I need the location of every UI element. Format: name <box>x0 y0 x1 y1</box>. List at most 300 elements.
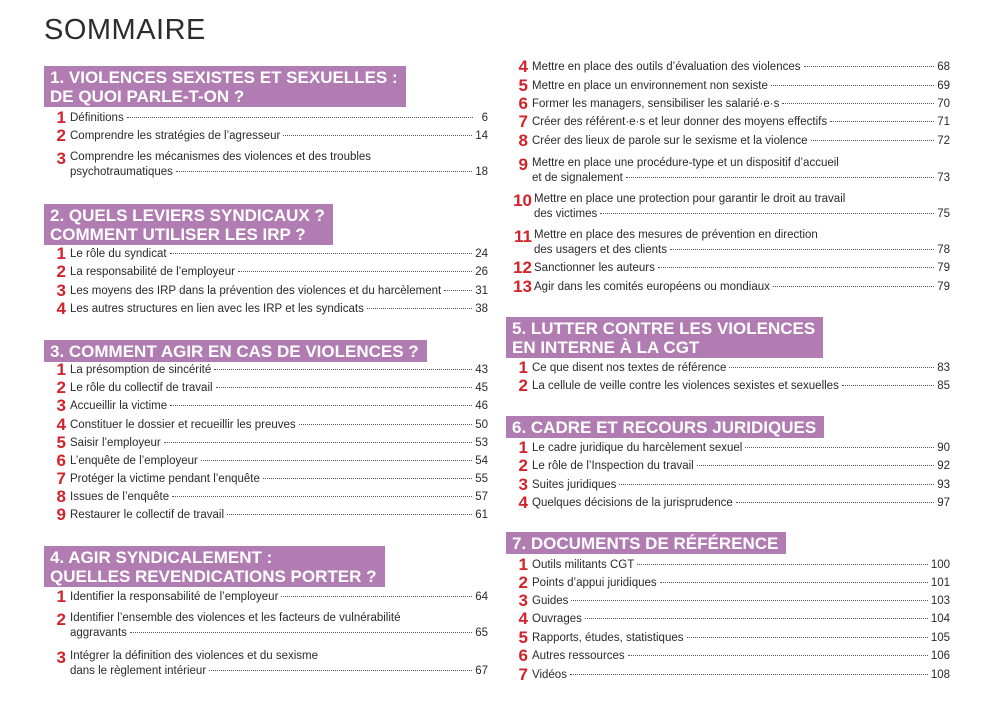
entry-row <box>532 79 950 94</box>
dot-leader <box>227 514 472 515</box>
entry-label: Créer des lieux de parole sur le sexisme et la violence <box>532 135 808 147</box>
page-number: 24 <box>475 248 488 260</box>
entry-number: 4 <box>518 493 528 512</box>
section-heading <box>506 317 823 358</box>
page-number: 106 <box>930 650 950 662</box>
dot-leader <box>283 135 472 136</box>
entry-label: Vidéos <box>532 669 567 681</box>
entry-text <box>70 399 488 414</box>
page-number: 50 <box>475 419 488 431</box>
section-heading <box>44 340 427 362</box>
entry-row <box>532 478 950 493</box>
page-number: 72 <box>937 135 950 147</box>
toc-entry[interactable] <box>506 438 950 457</box>
entry-row <box>70 363 488 378</box>
entry-number: 3 <box>56 281 66 300</box>
entry-number: 2 <box>518 376 528 395</box>
entry-number: 6 <box>518 646 528 665</box>
dot-leader <box>127 117 473 118</box>
toc-entry[interactable] <box>506 665 950 684</box>
entry-label: Mettre en place un environnement non sexiste <box>532 80 768 92</box>
entry-text <box>70 111 488 126</box>
entry-label-line: Mettre en place une procédure-type et un dispositif d’accueil <box>532 157 839 169</box>
entry-row <box>70 626 488 641</box>
page-number: 6 <box>481 112 488 124</box>
entry-label: La responsabilité de l’employeur <box>70 266 235 278</box>
toc-entry[interactable] <box>44 469 488 488</box>
entry-row <box>532 115 950 130</box>
entry-row <box>532 649 950 664</box>
toc-entry[interactable] <box>506 555 950 574</box>
toc-entry[interactable] <box>44 487 488 506</box>
entry-label: et de signalement <box>532 172 623 184</box>
entry-label: Points d’appui juridiques <box>532 577 657 589</box>
entry-label: Protéger la victime pendant l’enquête <box>70 473 260 485</box>
entry-number: 4 <box>518 57 528 76</box>
entry-number: 2 <box>518 573 528 592</box>
section-heading-line: 7. DOCUMENTS DE RÉFÉRENCE <box>512 534 779 553</box>
dot-leader <box>216 387 473 388</box>
entry-number: 3 <box>56 396 66 415</box>
entry-row <box>70 399 488 414</box>
entry-label: Constituer le dossier et recueillir les preuves <box>70 419 296 431</box>
page-number: 92 <box>937 460 950 472</box>
toc-entry[interactable] <box>44 108 488 127</box>
dot-leader <box>130 632 472 633</box>
entry-number: 7 <box>518 665 528 684</box>
dot-leader <box>367 308 472 309</box>
dot-leader <box>176 171 472 172</box>
toc-entry[interactable] <box>506 456 950 475</box>
entry-number: 6 <box>518 94 528 113</box>
entry-text <box>532 379 950 394</box>
page-number: 78 <box>937 244 950 256</box>
entry-label: Suites juridiques <box>532 479 617 491</box>
entry-row <box>534 243 950 258</box>
toc-entry[interactable] <box>506 57 950 76</box>
page-number: 100 <box>930 559 950 571</box>
toc-entry[interactable] <box>506 493 950 512</box>
entry-text <box>70 381 488 396</box>
entry-row <box>532 668 950 683</box>
entry-number: 2 <box>56 610 66 629</box>
page-number: 70 <box>937 98 950 110</box>
toc-entry[interactable] <box>44 126 488 145</box>
entry-row <box>70 247 488 262</box>
entry-row <box>532 97 950 112</box>
dot-leader <box>209 670 472 671</box>
entry-text <box>532 649 950 664</box>
entry-row <box>532 441 950 456</box>
entry-number: 5 <box>56 433 66 452</box>
entry-row <box>532 379 950 394</box>
entry-number: 10 <box>513 191 532 210</box>
entry-row <box>70 129 488 144</box>
entry-text <box>70 247 488 262</box>
entry-label: Autres ressources <box>532 650 625 662</box>
entry-label: Créer des référent·e·s et leur donner des moyens effectifs <box>532 116 828 128</box>
entry-row <box>532 612 950 627</box>
page-number: 18 <box>475 166 488 178</box>
section-heading <box>506 532 786 554</box>
entry-label: Accueillir la victime <box>70 400 168 412</box>
page-number: 54 <box>475 455 488 467</box>
toc-entry[interactable] <box>44 587 488 606</box>
entry-label: La présomption de sincérité <box>70 364 212 376</box>
toc-entry[interactable] <box>506 112 950 131</box>
entry-number: 1 <box>56 587 66 606</box>
entry-text <box>70 265 488 280</box>
page-number: 14 <box>475 130 488 142</box>
toc-entry[interactable] <box>44 150 488 180</box>
entry-label: Agir dans les comités européens ou mondiaux <box>534 281 770 293</box>
entry-label: des usagers et des clients <box>534 244 667 256</box>
entry-text <box>70 129 488 144</box>
dot-leader <box>842 385 934 386</box>
dot-leader <box>660 582 928 583</box>
entry-text <box>70 418 488 433</box>
entry-label: La cellule de veille contre les violences sexistes et sexuelles <box>532 380 839 392</box>
entry-number: 3 <box>56 149 66 168</box>
entry-number: 4 <box>518 609 528 628</box>
section-heading-line: DE QUOI PARLE-T-ON ? <box>50 87 245 106</box>
dot-leader <box>444 290 472 291</box>
entry-label-line: Comprendre les mécanismes des violences et des troubles <box>70 151 372 163</box>
entry-number: 7 <box>56 469 66 488</box>
entry-label: Identifier la responsabilité de l’employeur <box>70 591 279 603</box>
entry-text <box>70 472 488 487</box>
entry-text <box>70 150 488 180</box>
entry-number: 2 <box>56 378 66 397</box>
page-number: 26 <box>475 266 488 278</box>
entry-row <box>534 207 950 222</box>
entry-label: Quelques décisions de la jurisprudence <box>532 497 733 509</box>
entry-row <box>70 472 488 487</box>
dot-leader <box>637 564 928 565</box>
entry-number: 5 <box>518 76 528 95</box>
section-heading-line: 3. COMMENT AGIR EN CAS DE VIOLENCES ? <box>50 342 419 361</box>
page-number: 64 <box>475 591 488 603</box>
entry-text <box>532 134 950 149</box>
page-number: 85 <box>937 380 950 392</box>
entry-number: 3 <box>56 648 66 667</box>
entry-text <box>532 79 950 94</box>
page-number: 103 <box>930 595 950 607</box>
entry-row <box>70 508 488 523</box>
entry-row <box>70 165 488 180</box>
dot-leader <box>571 600 927 601</box>
section-heading-line: 1. VIOLENCES SEXISTES ET SEXUELLES : <box>50 68 398 87</box>
entry-text <box>532 631 950 646</box>
entry-number: 11 <box>514 227 532 246</box>
entry-number: 4 <box>56 415 66 434</box>
toc-entry[interactable] <box>44 433 488 452</box>
page-number: 31 <box>475 285 488 297</box>
dot-leader <box>697 465 934 466</box>
toc-entry[interactable] <box>506 573 950 592</box>
entry-number: 1 <box>56 108 66 127</box>
entry-text <box>70 302 488 317</box>
entry-number: 3 <box>518 591 528 610</box>
entry-row <box>532 594 950 609</box>
entry-text <box>532 60 950 75</box>
dot-leader <box>585 618 928 619</box>
entry-row <box>70 302 488 317</box>
entry-number: 2 <box>518 456 528 475</box>
dot-leader <box>238 271 472 272</box>
page-number: 108 <box>930 669 950 681</box>
page-number: 90 <box>937 442 950 454</box>
entry-row <box>532 60 950 75</box>
dot-leader <box>170 253 473 254</box>
entry-number: 8 <box>518 131 528 150</box>
dot-leader <box>811 140 935 141</box>
page-number: 83 <box>937 362 950 374</box>
entry-number: 5 <box>518 628 528 647</box>
page-number: 61 <box>475 509 488 521</box>
section-heading-line: COMMENT UTILISER LES IRP ? <box>50 225 306 244</box>
entry-text <box>532 441 950 456</box>
dot-leader <box>626 177 934 178</box>
entry-text <box>532 361 950 376</box>
entry-label: Le rôle de l’Inspection du travail <box>532 460 694 472</box>
entry-label-line: Mettre en place une protection pour garantir le droit au travail <box>534 193 846 205</box>
page-number: 65 <box>475 627 488 639</box>
toc-entry[interactable] <box>506 609 950 628</box>
entry-row <box>70 490 488 505</box>
entry-label: Rapports, études, statistiques <box>532 632 684 644</box>
entry-row <box>532 459 950 474</box>
dot-leader <box>172 496 472 497</box>
section-heading <box>506 416 824 438</box>
dot-leader <box>600 213 934 214</box>
entry-text <box>532 115 950 130</box>
entry-label: Le rôle du collectif de travail <box>70 382 213 394</box>
entry-number: 13 <box>513 277 532 296</box>
entry-number: 2 <box>56 262 66 281</box>
dot-leader <box>164 442 472 443</box>
entry-label: dans le règlement intérieur <box>70 665 207 677</box>
dot-leader <box>628 655 928 656</box>
dot-leader <box>201 460 472 461</box>
toc-entry[interactable] <box>506 591 950 610</box>
entry-label: Les moyens des IRP dans la prévention des violences et du harcèlement <box>70 285 442 297</box>
toc-entry[interactable] <box>506 376 950 395</box>
entry-number: 1 <box>518 438 528 457</box>
entry-text <box>534 228 950 258</box>
page-number: 75 <box>937 208 950 220</box>
page-number: 43 <box>475 364 488 376</box>
page-number: 79 <box>937 281 950 293</box>
entry-number: 1 <box>518 555 528 574</box>
page-title: SOMMAIRE <box>44 14 206 46</box>
page-number: 71 <box>937 116 950 128</box>
entry-number: 9 <box>518 155 528 174</box>
entry-text <box>70 508 488 523</box>
toc-entry[interactable] <box>44 396 488 415</box>
dot-leader <box>782 103 934 104</box>
entry-row <box>532 576 950 591</box>
entry-text <box>532 97 950 112</box>
entry-number: 1 <box>56 360 66 379</box>
dot-leader <box>670 249 934 250</box>
toc-entry[interactable] <box>506 156 950 186</box>
entry-label: Le cadre juridique du harcèlement sexuel <box>532 442 743 454</box>
entry-row <box>532 171 950 186</box>
toc-entry[interactable] <box>44 378 488 397</box>
page-number: 104 <box>930 613 950 625</box>
entry-label: Le rôle du syndicat <box>70 248 167 260</box>
dot-leader <box>771 85 934 86</box>
page-number: 97 <box>937 497 950 509</box>
dot-leader <box>736 502 934 503</box>
page-number: 67 <box>475 665 488 677</box>
toc-entry[interactable] <box>44 281 488 300</box>
entry-text <box>532 558 950 573</box>
entry-label: Guides <box>532 595 569 607</box>
page-number: 57 <box>475 491 488 503</box>
entry-number: 12 <box>513 258 532 277</box>
entry-label-line: Intégrer la définition des violences et du sexisme <box>70 650 319 662</box>
dot-leader <box>687 637 928 638</box>
toc-entry[interactable] <box>506 131 950 150</box>
entry-label: Ce que disent nos textes de référence <box>532 362 727 374</box>
page-number: 101 <box>930 577 950 589</box>
entry-row <box>70 418 488 433</box>
entry-label: Restaurer le collectif de travail <box>70 509 225 521</box>
toc-entry[interactable] <box>506 475 950 494</box>
entry-text <box>70 649 488 679</box>
toc-entry[interactable] <box>506 192 950 222</box>
entry-row <box>70 284 488 299</box>
section-heading-line: QUELLES REVENDICATIONS PORTER ? <box>50 567 377 586</box>
entry-number: 6 <box>56 451 66 470</box>
entry-number: 2 <box>56 126 66 145</box>
entry-label: Comprendre les stratégies de l’agresseur <box>70 130 281 142</box>
entry-row <box>70 265 488 280</box>
entry-label: Sanctionner les auteurs <box>534 262 655 274</box>
dot-leader <box>773 286 934 287</box>
page-number: 93 <box>937 479 950 491</box>
dot-leader <box>804 66 935 67</box>
entry-row <box>532 361 950 376</box>
entry-row <box>70 664 488 679</box>
section-heading-line: EN INTERNE À LA CGT <box>512 338 700 357</box>
entry-number: 1 <box>56 244 66 263</box>
entry-label-line: Mettre en place des mesures de prévention en direction <box>534 229 818 241</box>
entry-text <box>70 454 488 469</box>
entry-text <box>532 156 950 186</box>
entry-text <box>70 436 488 451</box>
entry-number: 9 <box>56 505 66 524</box>
entry-text <box>70 490 488 505</box>
entry-row <box>70 454 488 469</box>
dot-leader <box>214 369 472 370</box>
entry-text <box>70 590 488 605</box>
dot-leader <box>745 447 934 448</box>
entry-text <box>534 280 950 295</box>
entry-label: des victimes <box>534 208 598 220</box>
toc-entry[interactable] <box>44 262 488 281</box>
entry-row <box>532 496 950 511</box>
entry-row <box>532 631 950 646</box>
page-number: 38 <box>475 303 488 315</box>
entry-row <box>534 261 950 276</box>
entry-row <box>70 381 488 396</box>
entry-number: 7 <box>518 112 528 131</box>
entry-text <box>532 612 950 627</box>
entry-text <box>532 576 950 591</box>
dot-leader <box>570 674 928 675</box>
entry-text <box>532 594 950 609</box>
toc-entry[interactable] <box>506 94 950 113</box>
entry-label: Issues de l’enquête <box>70 491 170 503</box>
entry-label: Ouvrages <box>532 613 582 625</box>
entry-text <box>532 459 950 474</box>
entry-label: aggravants <box>70 627 127 639</box>
section-heading <box>44 546 385 587</box>
dot-leader <box>299 424 473 425</box>
toc-entry[interactable] <box>506 628 950 647</box>
page-number: 79 <box>937 262 950 274</box>
toc-entry[interactable] <box>44 415 488 434</box>
page-number: 68 <box>937 61 950 73</box>
entry-row <box>532 558 950 573</box>
dot-leader <box>658 267 934 268</box>
entry-text <box>70 284 488 299</box>
page-number: 45 <box>475 382 488 394</box>
toc-entry[interactable] <box>506 258 950 277</box>
entry-row <box>532 134 950 149</box>
entry-text <box>532 668 950 683</box>
entry-text <box>534 261 950 276</box>
entry-label: Outils militants CGT <box>532 559 635 571</box>
dot-leader <box>281 596 472 597</box>
page-number: 55 <box>475 473 488 485</box>
entry-label: Définitions <box>70 112 124 124</box>
dot-leader <box>830 121 934 122</box>
section-heading <box>44 66 406 107</box>
section-heading-line: 2. QUELS LEVIERS SYNDICAUX ? <box>50 206 325 225</box>
dot-leader <box>619 484 934 485</box>
entry-label: L’enquête de l’employeur <box>70 455 198 467</box>
section-heading-line: 4. AGIR SYNDICALEMENT : <box>50 548 273 567</box>
toc-entry[interactable] <box>44 360 488 379</box>
toc-entry[interactable] <box>506 358 950 377</box>
entry-number: 1 <box>518 358 528 377</box>
toc-entry[interactable] <box>506 228 950 258</box>
toc-entry[interactable] <box>506 277 950 296</box>
entry-row <box>70 111 488 126</box>
toc-entry[interactable] <box>44 611 488 641</box>
entry-text <box>532 478 950 493</box>
entry-number: 4 <box>56 299 66 318</box>
toc-entry[interactable] <box>44 244 488 263</box>
toc-entry[interactable] <box>44 451 488 470</box>
toc-entry[interactable] <box>506 76 950 95</box>
entry-text <box>70 611 488 641</box>
toc-entry[interactable] <box>44 505 488 524</box>
entry-row <box>70 590 488 605</box>
toc-entry[interactable] <box>44 299 488 318</box>
entry-text <box>534 192 950 222</box>
toc-entry[interactable] <box>506 646 950 665</box>
section-heading-line: 6. CADRE ET RECOURS JURIDIQUES <box>512 418 817 437</box>
entry-label: Former les managers, sensibiliser les salarié·e·s <box>532 98 780 110</box>
entry-number: 8 <box>56 487 66 506</box>
toc-entry[interactable] <box>44 649 488 679</box>
entry-label: psychotraumatiques <box>70 166 173 178</box>
